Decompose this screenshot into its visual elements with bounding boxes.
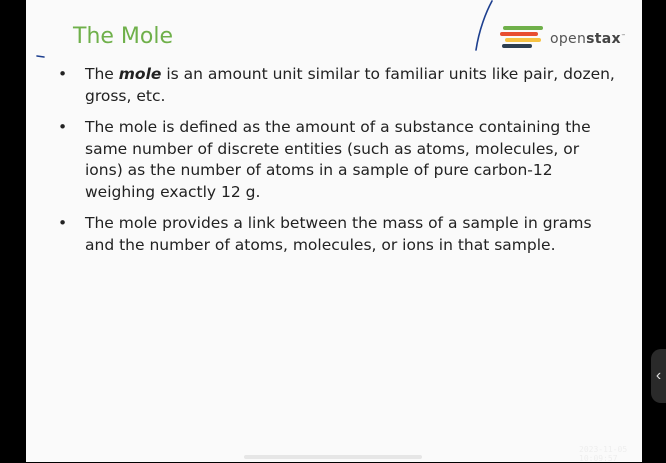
bullet-item: • The mole provides a link between the mass of a sample in grams and the number of atoms, molecules, or ions in that sample. [58,214,592,254]
side-panel-handle[interactable]: ‹ [651,349,666,403]
slide-title: The Mole [73,24,173,49]
bullet-item: • The mole is an amount unit similar to familiar units like pair, dozen, gross, etc. [58,65,615,105]
bullet-icon: • [58,214,68,232]
home-indicator[interactable] [244,455,422,459]
emphasized-term: mole [118,65,162,83]
timestamp: 2023-11-05 10:09:57 [579,445,628,463]
bullet-item: • The mole is defined as the amount of a substance containing the same number of discrete entities (such as atoms, molecules, or ions) as the number of atoms in a sample of pure carbon-12 weighing exactly 12 g. [58,118,591,201]
bullet-icon: • [58,118,68,136]
bullet-icon: • [58,65,68,83]
logo-text: openstax™ [550,31,627,47]
